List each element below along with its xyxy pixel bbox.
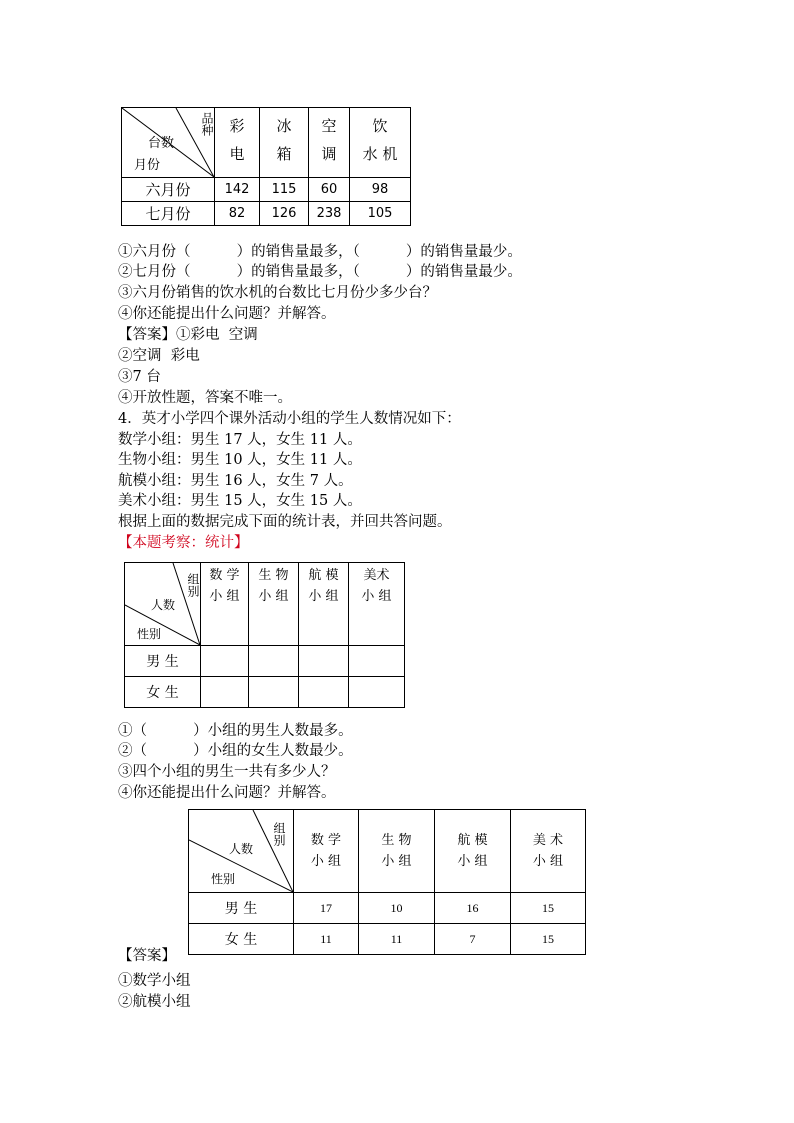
answer-line: ①数学小组 (118, 973, 191, 989)
table-cell: 82 (215, 202, 260, 226)
header-cell (201, 563, 249, 646)
table-cell: 115 (260, 178, 309, 202)
header-text: 空 (321, 117, 337, 135)
header-cell (294, 810, 359, 893)
header-cell (215, 108, 260, 178)
question-line: ③六月份销售的饮水机的台数比七月份少多少台？ (118, 285, 437, 301)
header-text: 电 (229, 145, 245, 163)
header-text: 彩 (229, 117, 245, 135)
question-line: ②（ ）小组的女生人数最少。 (118, 743, 353, 759)
question-line: ④你还能提出什么问题？并解答。 (118, 306, 336, 322)
answer-line: ②航模小组 (118, 994, 191, 1010)
corner-label-mid: 人数 (151, 598, 176, 612)
table-cell: 15 (511, 924, 586, 955)
table-cell: 17 (294, 893, 359, 924)
blank-cell (249, 646, 299, 677)
question-line: ④你还能提出什么问题？并解答。 (118, 785, 336, 801)
table-cell: 10 (359, 893, 435, 924)
table-cell: 105 (350, 202, 411, 226)
answer-text: ①彩电 空调 (176, 327, 258, 343)
header-text: 冰 (276, 117, 292, 135)
header-text: 小 组 (209, 589, 240, 604)
data-line: 航模小组：男生 16 人，女生 7 人。 (118, 473, 353, 489)
table-cell: 238 (309, 202, 350, 226)
blank-cell (249, 677, 299, 708)
row-label: 六月份 (122, 178, 215, 202)
row-label: 女 生 (125, 677, 201, 708)
sales-table (121, 107, 411, 226)
table-cell: 60 (309, 178, 350, 202)
answer-label: 【答案】 (118, 327, 176, 343)
header-text: 小 组 (258, 589, 289, 604)
header-text: 调 (321, 145, 337, 163)
table-cell: 11 (294, 924, 359, 955)
corner-label-top: 品种 (200, 112, 214, 136)
corner-label-bot: 性别 (137, 627, 162, 641)
header-cell (249, 563, 299, 646)
header-text: 小 组 (310, 854, 342, 869)
header-cell (511, 810, 586, 893)
question-line: ③四个小组的男生一共有多少人？ (118, 764, 336, 780)
header-text: 数 学 (209, 568, 240, 583)
header-text: 小 组 (532, 854, 564, 869)
table-cell: 126 (260, 202, 309, 226)
header-cell (359, 810, 435, 893)
header-text: 航 模 (308, 568, 339, 583)
data-line: 数学小组：男生 17 人，女生 11 人。 (118, 432, 362, 448)
header-text: 生 物 (258, 568, 289, 583)
table-cell: 98 (350, 178, 411, 202)
header-cell (350, 108, 411, 178)
question-stem: 4．英才小学四个课外活动小组的学生人数情况如下： (118, 411, 461, 427)
header-text: 水 机 (362, 145, 398, 163)
header-text: 数 学 (310, 833, 342, 848)
answer-label: 【答案】 (118, 948, 176, 964)
header-text: 饮 (372, 117, 388, 135)
header-cell (299, 563, 349, 646)
header-text: 小 组 (361, 589, 392, 604)
blank-cell (201, 677, 249, 708)
row-label: 男 生 (189, 893, 294, 924)
table-cell: 142 (215, 178, 260, 202)
data-line: 美术小组：男生 15 人，女生 15 人。 (118, 493, 362, 509)
header-cell (349, 563, 405, 646)
header-text: 航 模 (457, 833, 488, 848)
header-text: 美术 (363, 568, 390, 583)
corner-label-top: 组别 (272, 822, 286, 846)
blank-cell (299, 677, 349, 708)
answer-stats-table (188, 809, 586, 955)
corner-label-bot: 性别 (211, 872, 236, 886)
table-cell: 16 (435, 893, 511, 924)
blank-stats-table (124, 562, 405, 708)
data-line: 生物小组：男生 10 人，女生 11 人。 (118, 452, 362, 468)
header-text: 小 组 (308, 589, 339, 604)
table-corner-cell (125, 563, 201, 646)
answer-line (118, 325, 258, 345)
header-text: 生 物 (381, 833, 412, 848)
corner-label-bot: 月份 (134, 158, 161, 173)
answer-line: ②空调 彩电 (118, 348, 200, 364)
corner-label-mid: 台数 (148, 136, 175, 151)
header-cell (260, 108, 309, 178)
row-label: 女 生 (189, 924, 294, 955)
topic-label: 【本题考察：统计】 (118, 535, 249, 551)
header-cell (309, 108, 350, 178)
answer-line: ③7 台 (118, 369, 161, 385)
header-text: 小 组 (457, 854, 488, 869)
table-cell: 11 (359, 924, 435, 955)
blank-cell (349, 677, 405, 708)
answer-line: ④开放性题，答案不唯一。 (118, 390, 292, 406)
table-cell: 7 (435, 924, 511, 955)
table-corner-cell (122, 108, 215, 178)
instruction-line: 根据上面的数据完成下面的统计表，并回共答问题。 (118, 514, 452, 530)
header-text: 箱 (276, 145, 292, 163)
question-line: ②七月份（ ）的销售量最多，（ ）的销售量最少。 (118, 264, 522, 280)
corner-label-mid: 人数 (229, 842, 254, 856)
question-line: ①六月份（ ）的销售量最多，（ ）的销售量最少。 (118, 244, 522, 260)
blank-cell (349, 646, 405, 677)
blank-cell (201, 646, 249, 677)
corner-label-top: 组别 (186, 573, 200, 597)
table-corner-cell (189, 810, 294, 893)
header-cell (435, 810, 511, 893)
row-label: 七月份 (122, 202, 215, 226)
header-text: 小 组 (381, 854, 412, 869)
row-label: 男 生 (125, 646, 201, 677)
header-text: 美 术 (532, 833, 564, 848)
blank-cell (299, 646, 349, 677)
table-cell: 15 (511, 893, 586, 924)
question-line: ①（ ）小组的男生人数最多。 (118, 723, 353, 739)
